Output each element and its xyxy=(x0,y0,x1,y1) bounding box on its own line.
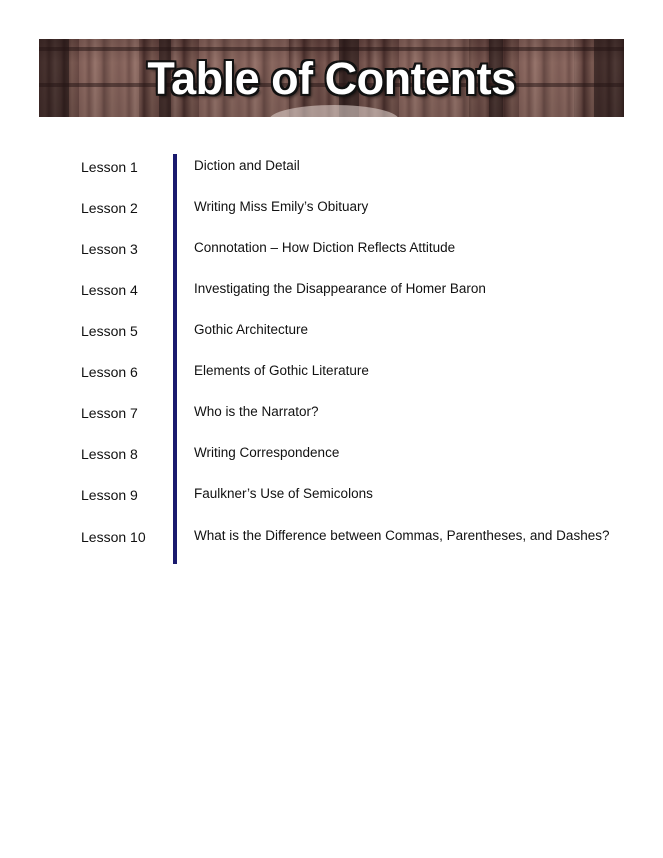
lesson-number: Lesson 7 xyxy=(81,405,138,421)
toc-entry-lesson-9 xyxy=(0,485,663,509)
lesson-title: Faulkner’s Use of Semicolons xyxy=(194,486,373,501)
lesson-title: Investigating the Disappearance of Homer Baron xyxy=(194,281,486,296)
lesson-number: Lesson 4 xyxy=(81,282,138,298)
lesson-number: Lesson 8 xyxy=(81,446,138,462)
lesson-number: Lesson 6 xyxy=(81,364,138,380)
toc-entry-lesson-2 xyxy=(0,198,663,222)
toc-entry-lesson-5 xyxy=(0,321,663,345)
lesson-title: Connotation – How Diction Reflects Attitude xyxy=(194,240,456,255)
toc-entry-lesson-6 xyxy=(0,362,663,386)
toc-entry-lesson-10 xyxy=(0,527,663,551)
lesson-number: Lesson 9 xyxy=(81,487,138,503)
toc-entry-lesson-4 xyxy=(0,280,663,304)
lesson-number: Lesson 5 xyxy=(81,323,138,339)
header-banner xyxy=(39,39,624,117)
lesson-number: Lesson 10 xyxy=(81,529,146,545)
lesson-title: Writing Correspondence xyxy=(194,445,340,460)
lesson-title: Writing Miss Emily’s Obituary xyxy=(194,199,369,214)
toc-entry-lesson-8 xyxy=(0,444,663,468)
lesson-title: Gothic Architecture xyxy=(194,322,309,337)
toc-entry-lesson-3 xyxy=(0,239,663,263)
lesson-number: Lesson 3 xyxy=(81,241,138,257)
lesson-title: Diction and Detail xyxy=(194,158,300,173)
lesson-title: What is the Difference between Commas, Parentheses, and Dashes? xyxy=(194,528,610,543)
toc-entry-lesson-1 xyxy=(0,157,663,181)
lesson-number: Lesson 1 xyxy=(81,159,138,175)
page-title: Table of Contents xyxy=(147,53,516,104)
lesson-title: Elements of Gothic Literature xyxy=(194,363,369,378)
lesson-title: Who is the Narrator? xyxy=(194,404,319,419)
toc-entry-lesson-7 xyxy=(0,403,663,427)
lesson-number: Lesson 2 xyxy=(81,200,138,216)
